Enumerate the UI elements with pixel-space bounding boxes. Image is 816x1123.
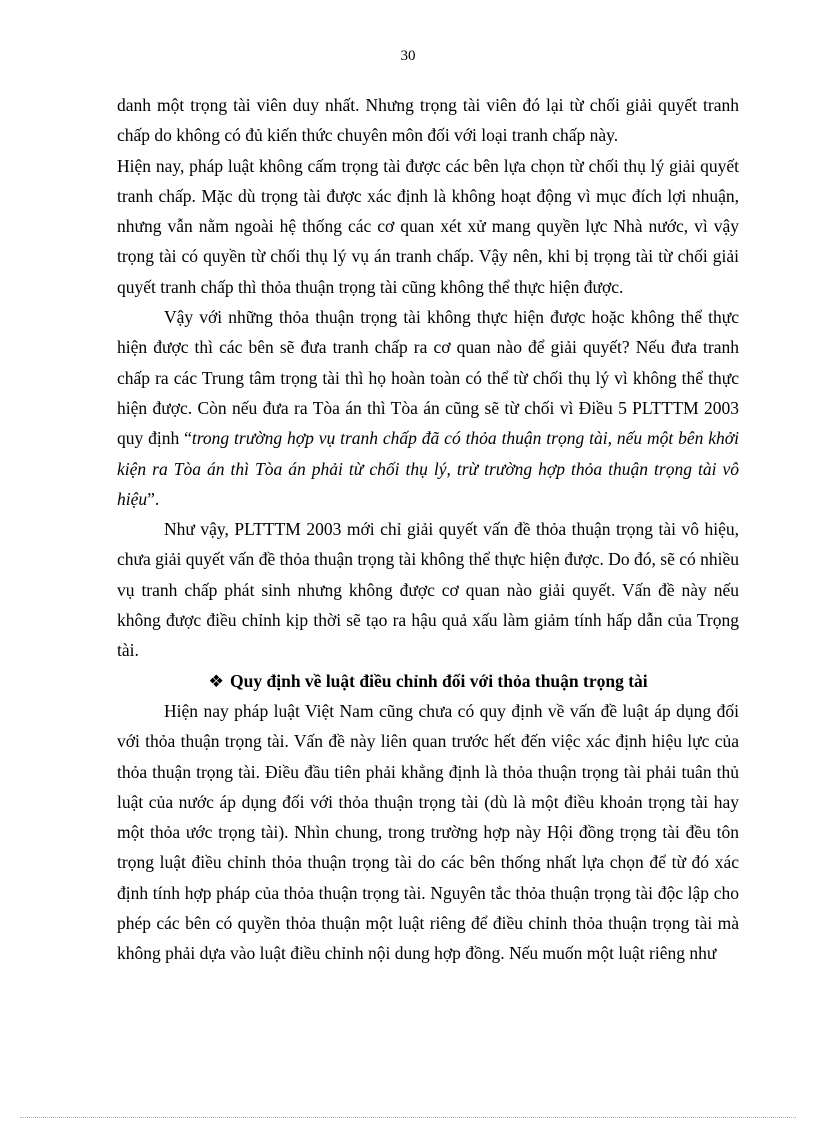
document-body [117,90,739,969]
section-heading [117,666,739,696]
page-bottom-divider [20,1117,796,1118]
diamond-bullet-icon: ❖ [208,670,225,691]
paragraph-continuation: danh một trọng tài viên duy nhất. Nhưng trọng tài viên đó lại từ chối giải quyết tranh chấp do không có đủ kiến thức chuyên môn đối với loại tranh chấp này. [117,95,739,146]
paragraph-question-tail: ”. [147,488,160,509]
section-heading-text: Quy định về luật điều chỉnh đối với thỏa thuận trọng tài [230,670,648,691]
paragraph-question [117,302,739,514]
quoted-law-text: trong trường hợp vụ tranh chấp đã có thỏa thuận trọng tài, nếu một bên khởi kiện ra Tòa án thì Tòa án phải từ chối thụ lý, trừ trường hợp thỏa thuận trọng tài vô hiệu [117,428,739,509]
paragraph-conclusion: Như vậy, PLTTTM 2003 mới chỉ giải quyết vấn đề thỏa thuận trọng tài vô hiệu, chưa giải quyết vấn đề thỏa thuận trọng tài không thể thực hiện được. Do đó, sẽ có nhiều vụ tranh chấp phát sinh nhưng không được cơ quan nào giải quyết. Vấn đề này nếu không được điều chỉnh kịp thời sẽ tạo ra hậu quả xấu làm giảm tính hấp dẫn của Trọng tài. [117,519,739,661]
paragraph-question-lead: Vậy với những thỏa thuận trọng tài không thực hiện được hoặc không thể thực hiện được thì các bên sẽ đưa tranh chấp ra cơ quan nào để giải quyết? Nếu đưa tranh chấp ra các Trung tâm trọng tài thì họ hoàn toàn có thể từ chối thụ lý vì không thể thực hiện được. Còn nếu đưa ra Tòa án thì Tòa án cũng sẽ từ chối vì Điều 5 PLTTTM 2003 quy định “ [117,307,739,449]
paragraph-applicable-law: Hiện nay pháp luật Việt Nam cũng chưa có quy định về vấn đề luật áp dụng đối với thỏa thuận trọng tài. Vấn đề này liên quan trước hết đến việc xác định hiệu lực của thỏa thuận trọng tài. Điều đầu tiên phải khẳng định là thỏa thuận trọng tài phải tuân thủ luật của nước áp dụng đối với thỏa thuận trọng tài (dù là một điều khoản trọng tài hay một thỏa ước trọng tài). Nhìn chung, trong trường hợp này Hội đồng trọng tài đều tôn trọng luật điều chỉnh thỏa thuận trọng tài do các bên thống nhất lựa chọn để từ đó xác định tính hợp pháp của thỏa thuận trọng tài. Nguyên tắc thỏa thuận trọng tài độc lập cho phép các bên có quyền thỏa thuận một luật riêng để điều chỉnh thỏa thuận trọng tài mà không phải dựa vào luật điều chỉnh nội dung hợp đồng. Nếu muốn một luật riêng như [117,700,739,964]
paragraph-refusal: Hiện nay, pháp luật không cấm trọng tài được các bên lựa chọn từ chối thụ lý giải quyết tranh chấp. Mặc dù trọng tài được xác định là không hoạt động vì mục đích lợi nhuận, nhưng vẫn nằm ngoài hệ thống các cơ quan xét xử mang quyền lực Nhà nước, vì vậy trọng tài có quyền từ chối thụ lý vụ án tranh chấp. Vậy nên, khi bị trọng tài từ chối giải quyết tranh chấp thì thỏa thuận trọng tài cũng không thể thực hiện được. [117,155,739,297]
page-number: 30 [400,48,416,64]
